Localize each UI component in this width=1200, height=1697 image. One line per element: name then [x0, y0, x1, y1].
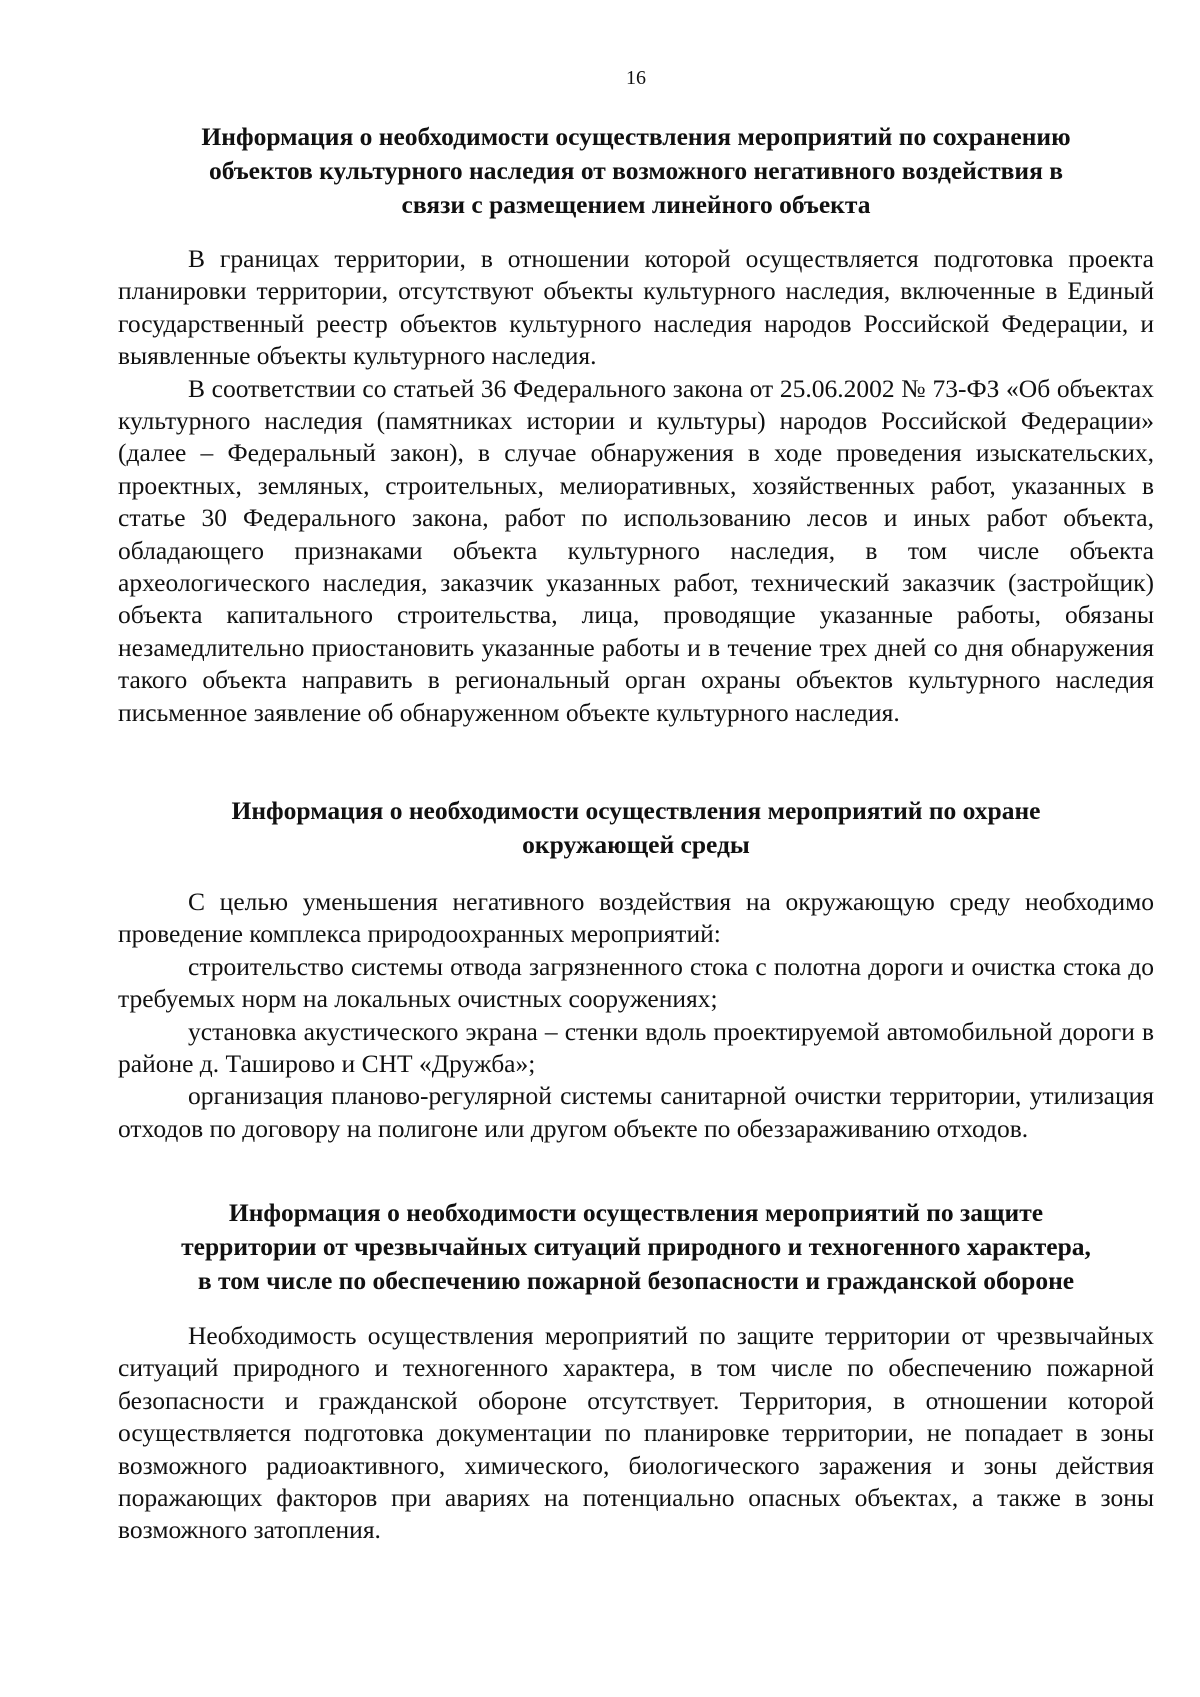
document-page [118, 0, 1154, 1697]
paragraph: С целью уменьшения негативного воздействия на окружающую среду необходимо проведение комплекса природоохранных мероприятий: [118, 887, 1154, 949]
page-number: 16 [626, 67, 646, 89]
section-heading-environment [118, 794, 1154, 862]
paragraph: установка акустического экрана – стенки вдоль проектируемой автомобильной дороги в районе д. Таширово и СНТ «Дружба»; [118, 1016, 1154, 1079]
paragraph: строительство системы отвода загрязненного стока с полотна дороги и очистка стока до требуемых норм на локальных очистных сооружениях; [118, 951, 1154, 1014]
paragraph: организация планово-регулярной системы санитарной очистки территории, утилизация отходов по договору на полигоне или другом объекте по обеззараживанию отходов. [118, 1081, 1154, 1143]
heading-line: связи с размещением линейного объекта [401, 190, 871, 219]
heading-line: территории от чрезвычайных ситуаций природного и техногенного характера, [181, 1232, 1091, 1261]
paragraph: В границах территории, в отношении которой осуществляется подготовка проекта планировки территории, отсутствуют объекты культурного наследия, включенные в Единый государственный реестр объектов культурного наследия народов Российской Федерации, и выявленные объекты культурного наследия. [118, 244, 1154, 371]
section-heading-emergency-protection [118, 1196, 1154, 1298]
heading-line: объектов культурного наследия от возможного негативного воздействия в [208, 156, 1064, 185]
heading-line: окружающей среды [522, 830, 750, 859]
heading-line: Информация о необходимости осуществления мероприятий по сохранению [201, 122, 1071, 151]
paragraph: Необходимость осуществления мероприятий по защите территории от чрезвычайных ситуаций природного и техногенного характера, в том числе по обеспечению пожарной безопасности и гражданской обороне отсутствует. Территория, в отношении которой осуществляется подготовка документации по планировке территории, не попадает в зоны возможного радиоактивного, химического, биологического заражения и зоны действия поражающих факторов при авариях на потенциально опасных объектах, а также в зоны возможного затопления. [118, 1321, 1154, 1545]
heading-line: в том числе по обеспечению пожарной безопасности и гражданской обороне [197, 1266, 1075, 1295]
section-body-cultural-heritage [118, 243, 1154, 729]
paragraph: В соответствии со статьей 36 Федерального закона от 25.06.2002 № 73-ФЗ «Об объектах культурного наследия (памятниках истории и культуры) народов Российской Федерации» (далее – Федеральный закон), в случае обнаружения в ходе проведения изыскательских, проектных, земляных, строительных, мелиоративных, хозяйственных работ, указанных в статье 30 Федерального закона, работ по использованию лесов и иных работ объекта, обладающего признаками объекта культурного наследия, в том числе объекта археологического наследия, заказчик указанных работ, технический заказчик (застройщик) объекта капитального строительства, лица, проводящие указанные работы, обязаны незамедлительно приостановить указанные работы и в течение трех дней со дня обнаружения такого объекта направить в региональный орган охраны объектов культурного наследия письменное заявление об обнаруженном объекте культурного наследия. [118, 373, 1154, 727]
section-body-emergency-protection [118, 1320, 1154, 1547]
heading-line: Информация о необходимости осуществления мероприятий по защите [228, 1198, 1044, 1227]
section-body-environment [118, 886, 1154, 1145]
section-heading-cultural-heritage [118, 120, 1154, 222]
heading-line: Информация о необходимости осуществления мероприятий по охране [231, 796, 1041, 825]
